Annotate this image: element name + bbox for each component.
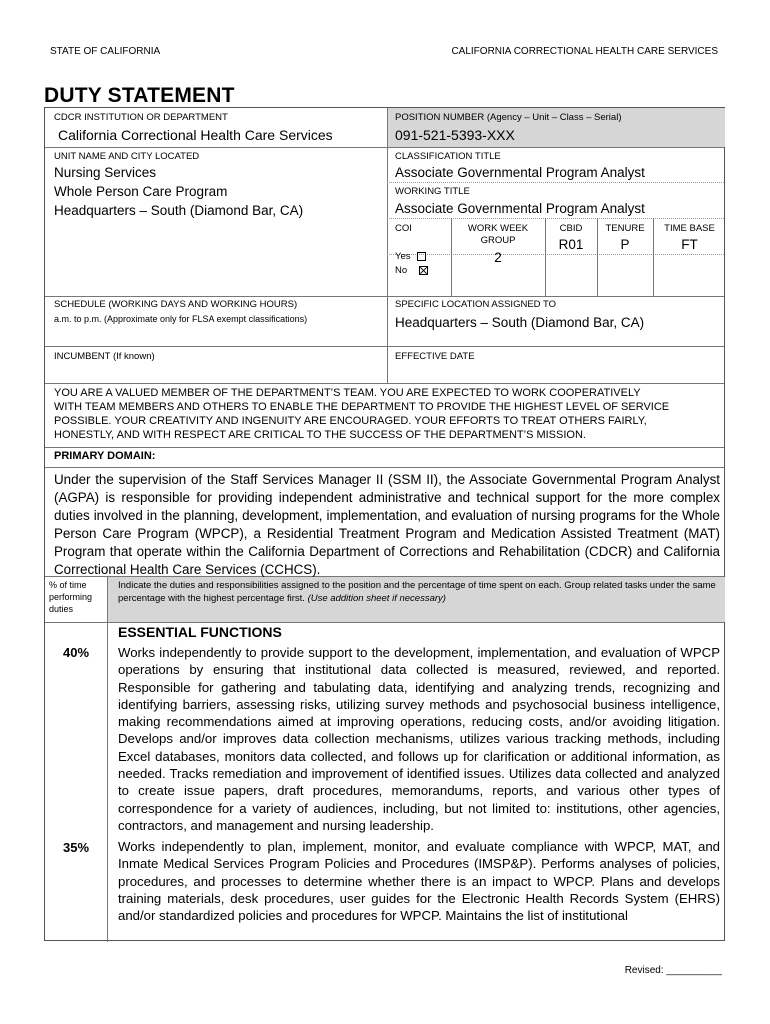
- mission-line: POSSIBLE. YOUR CREATIVITY AND INGENUITY ARE ENCOURAGED. YOUR EFFORTS TO TREAT OTHERS FAIRLY,: [54, 415, 647, 427]
- column-divider: [107, 576, 108, 942]
- pct-label-line: % of time: [49, 580, 87, 590]
- divider: [45, 346, 724, 347]
- divider: [387, 182, 724, 183]
- divider: [45, 447, 724, 448]
- workweek-label-group: GROUP: [480, 235, 516, 246]
- unit-line: Nursing Services: [54, 165, 157, 180]
- position-number-label: POSITION NUMBER (Agency – Unit – Class – Serial): [395, 112, 622, 123]
- state-header: STATE OF CALIFORNIA: [50, 46, 161, 57]
- timebase-label: TIME BASE: [664, 223, 715, 234]
- effective-date-label: EFFECTIVE DATE: [395, 351, 475, 362]
- working-title-label: WORKING TITLE: [395, 186, 470, 197]
- mission-line: YOU ARE A VALUED MEMBER OF THE DEPARTMENT’S TEAM. YOU ARE EXPECTED TO WORK COOPERATIVELY: [54, 387, 641, 399]
- incumbent-label: INCUMBENT (If known): [54, 351, 155, 362]
- divider: [45, 147, 724, 148]
- agency-header: CALIFORNIA CORRECTIONAL HEALTH CARE SERVICES: [451, 46, 718, 57]
- coi-no-label: No: [395, 265, 408, 276]
- mission-line: HONESTLY, AND WITH RESPECT ARE CRITICAL TO THE SUCCESS OF THE DEPARTMENT’S MISSION.: [54, 429, 586, 441]
- divider: [387, 254, 724, 255]
- divider: [45, 296, 724, 297]
- workweek-value: 2: [494, 250, 502, 265]
- divider: [387, 218, 724, 219]
- tenure-label: TENURE: [605, 223, 645, 234]
- revised-field: Revised: __________: [624, 965, 722, 976]
- unit-line: Headquarters – South (Diamond Bar, CA): [54, 203, 304, 218]
- coi-no[interactable]: [395, 265, 428, 276]
- classification-value: Associate Governmental Program Analyst: [395, 165, 645, 180]
- instruction-main: Indicate the duties and responsibilities assigned to the position and the percentage of time spent on each. Group related tasks under the same percentage with the highest percentage first.: [118, 580, 716, 604]
- column-divider: [387, 108, 388, 383]
- coi-no-checkbox[interactable]: [419, 266, 428, 275]
- divider: [45, 467, 724, 468]
- coi-yes-label: Yes: [395, 251, 411, 262]
- schedule-label: SCHEDULE (WORKING DAYS AND WORKING HOURS): [54, 299, 298, 310]
- schedule-note: a.m. to p.m. (Approximate only for FLSA exempt classifications): [54, 314, 308, 324]
- location-label: SPECIFIC LOCATION ASSIGNED TO: [395, 299, 557, 310]
- duty-text: Works independently to plan, implement, monitor, and evaluate compliance with WPCP, MAT, and Inmate Medical Services Program Policies and Procedures (IMSP&P). Performs analyses of policies, procedures, and processes to determine whether there is an impact to WPCP. Plans and develops training materials, desk procedures, user guides for the Electronic Health Records System (EHRS) and/or standardized policies and procedures for WPCP. Maintains the list of institutional: [118, 839, 720, 924]
- pct-label-line: performing: [49, 592, 93, 602]
- coi-label: COI: [395, 223, 412, 234]
- working-title-value: Associate Governmental Program Analyst: [395, 201, 645, 216]
- instruction-italic: (Use addition sheet if necessary): [307, 592, 446, 604]
- duty-percent: 35%: [62, 840, 90, 855]
- cbid-label: CBID: [559, 223, 583, 234]
- coi-yes-checkbox[interactable]: [417, 252, 426, 261]
- classification-label: CLASSIFICATION TITLE: [395, 151, 501, 162]
- location-value: Headquarters – South (Diamond Bar, CA): [395, 315, 645, 330]
- unit-line: Whole Person Care Program: [54, 184, 228, 199]
- position-number-value: 091-521-5393-XXX: [395, 127, 515, 143]
- unit-label: UNIT NAME AND CITY LOCATED: [54, 151, 200, 162]
- institution-value: California Correctional Health Care Services: [58, 127, 333, 143]
- workweek-label: WORK WEEK: [467, 223, 529, 234]
- page-title: DUTY STATEMENT: [44, 84, 235, 107]
- primary-domain-label: PRIMARY DOMAIN:: [54, 450, 156, 462]
- duty-text: Works independently to provide support to the development, implementation, and evaluation of WPCP operations by ensuring that institutional data collected is measured, reviewed, and reported. Responsible for gathering and tabulating data, identifying and analyzing trends, recognizing and identifying barriers, assessing risks, utilizing survey methods and psychosocial business intelligence, making recommendations aimed at improving operations, reducing costs, and/or avoiding litigation. Develops and/or improves data collection mechanisms, utilizes various tracking methods, including Excel databases, monitors data collected, and follows up for clarification or additional information, as needed. Tracks remediation and improvement of identified issues. Utilizes data collected and analyzed to create issue papers, draft procedures, memorandums, reports, and various other types of correspondence for a variety of audiences, including, but not limited to: institutions, other agencies, contractors, and management and nursing leadership.: [118, 645, 720, 833]
- instruction-text: [118, 580, 718, 605]
- essential-functions-heading: ESSENTIAL FUNCTIONS: [118, 624, 282, 640]
- duty-percent: 40%: [62, 645, 90, 660]
- pct-label-line: duties: [49, 604, 74, 614]
- divider: [45, 383, 724, 384]
- primary-domain-text: Under the supervision of the Staff Services Manager II (SSM II), the Associate Governmental Program Analyst (AGPA) is responsible for providing independent administrative and technical support for the more complex duties involved in the planning, development, implementation, and evaluation of nursing programs for the Whole Person Care Program (WPCP), a Residential Treatment Program and Medication Assisted Treatment (MAT) Program that operate within the California Department of Corrections and Rehabilitation (CDCR) and California Correctional Health Care Services (CCHCS).: [54, 472, 720, 577]
- institution-label: CDCR INSTITUTION OR DEPARTMENT: [54, 112, 228, 123]
- tenure-value: P: [620, 237, 630, 252]
- divider: [45, 622, 724, 623]
- coi-yes[interactable]: [395, 251, 426, 262]
- duty-statement-form: [44, 107, 725, 941]
- mission-line: WITH TEAM MEMBERS AND OTHERS TO ENABLE THE DEPARTMENT TO PROVIDE THE HIGHEST LEVEL OF SERVICE: [54, 401, 670, 413]
- timebase-value: FT: [681, 237, 698, 252]
- cbid-value: R01: [558, 237, 584, 252]
